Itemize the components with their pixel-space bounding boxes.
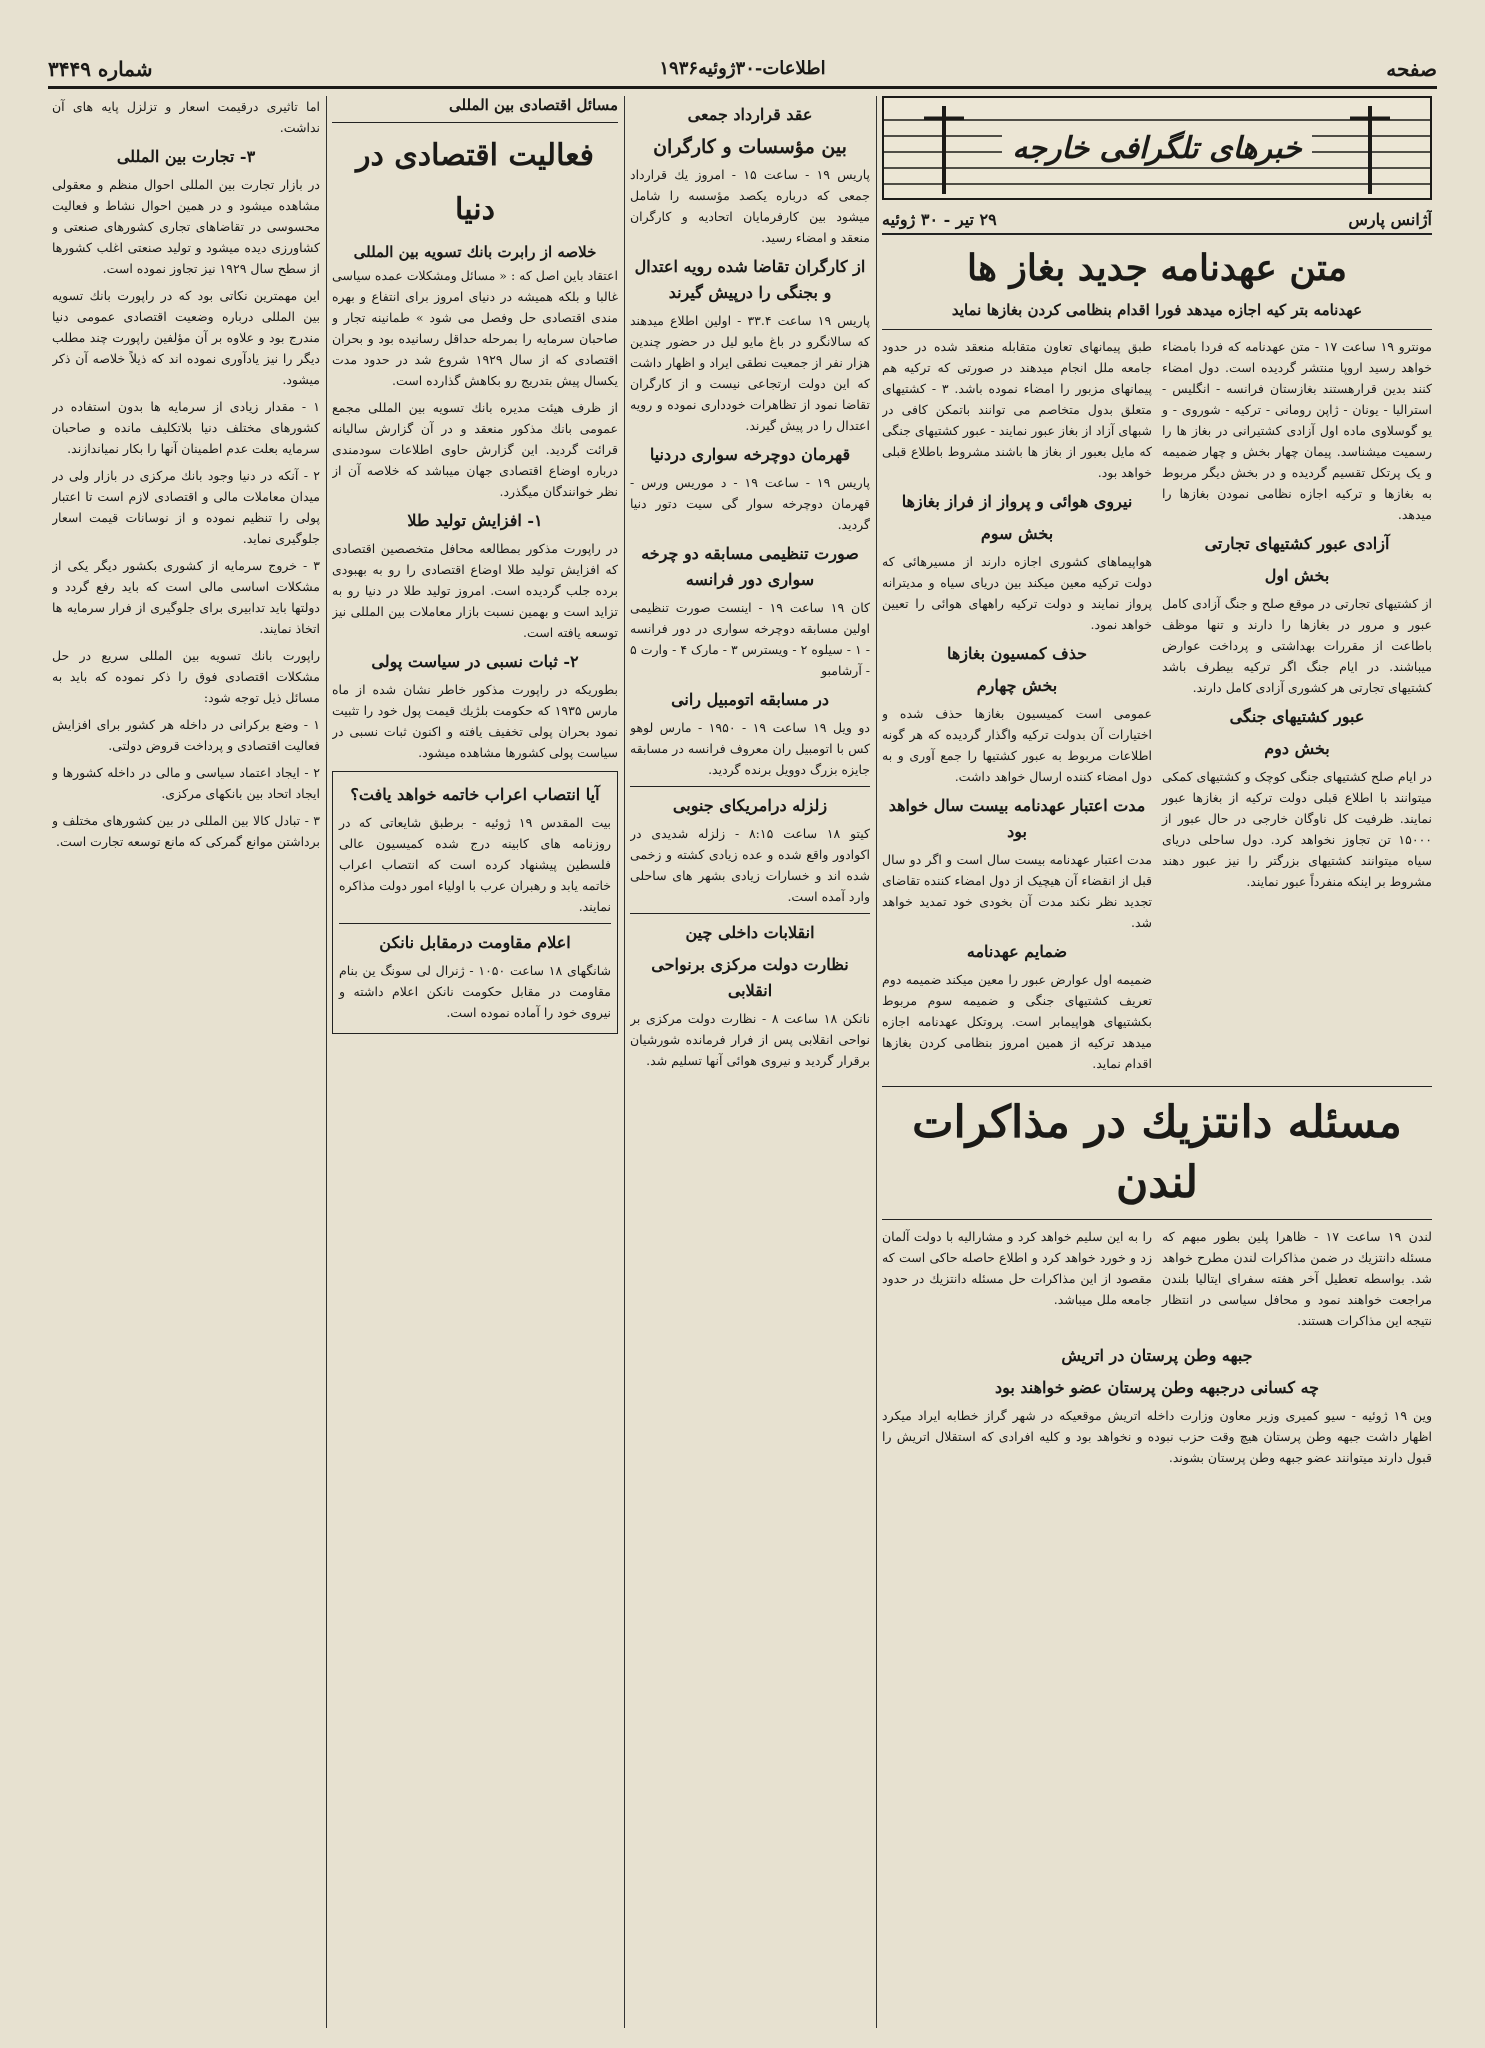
section-heading: بخش اول: [1264, 566, 1330, 585]
section-heading: مدت اعتبار عهدنامه بیست سال خواهد بود: [888, 796, 1146, 841]
paragraph: هواپیماهای کشوری اجازه دارند از مسیرهائی که دولت ترکیه معین میکند بین دریای سیاه و مدیترانه پرواز نمایند و دولت ترکیه راههای هوائی را تعیین خواهد نمود.: [882, 554, 1152, 632]
section-heading: صورت تنظیمی مسابقه دو چرخه سواری دور فرانسه: [641, 544, 859, 589]
paragraph: ۱ - وضع برکرانی در داخله هر کشور برای افزایش فعالیت اقتصادی و پرداخت قروض دولتی.: [52, 717, 320, 753]
article-headline: متن عهدنامه جدید بغاز ها: [967, 247, 1347, 289]
section-heading: ۱- افزایش تولید طلا: [407, 511, 543, 530]
paragraph: در راپورت مذکور بمطالعه محافل متخصصین اقتصادی که افزایش تولید طلا اوضاع اقتصادی را رو به بهبودی برده جلب گردیده است. امروز تولید طلا در دنیا رو به تزاید است و بهمین نسبت بازار معاملات بین المللی نیز توسعه یافته است.: [332, 541, 618, 640]
article-body-columns: [882, 336, 1432, 1080]
divider: [339, 923, 611, 924]
masthead: [48, 52, 1437, 89]
paragraph: دو ویل ۱۹ ساعت ۱۹ - ۱۹۵۰ - مارس لوهو کس با اتومبیل ران معروف فرانسه در مسابقه جایزه بزرگ دوویل برنده گردید.: [630, 720, 870, 777]
article-column-right: [1162, 1226, 1432, 1337]
paragraph: این مهمترین نکاتی بود که در راپورت بانك تسویه بین المللی درباره وضعیت اقتصادی عمومی دنیا مندرج بود و علاوه بر آن مؤلفین راپورت چند مطلب دیگر را نیز یادآوری نموده اند که ذیلاً خلاصه آن ذکر میشود.: [52, 288, 320, 387]
paragraph: در بازار تجارت بین المللی احوال منظم و معقولی مشاهده میشود و در همین احوال نشاط و فعالیت محسوسی در تقاضاهای تجاری کشورهای صنعتی و کشاورزی دیده میشود و تولید صنعتی اغلب کشورها از سطح سال ۱۹۲۹ نیز تجاوز نموده است.: [52, 177, 320, 276]
agency-name: آژانس پارس: [1348, 210, 1432, 229]
section-heading: ۲- ثبات نسبی در سیاست پولی: [371, 652, 579, 671]
section-heading: بخش چهارم: [976, 676, 1058, 695]
divider: [882, 329, 1432, 330]
section-label: مسائل اقتصادی بین المللی: [448, 96, 618, 114]
news-box: [332, 771, 618, 1034]
column-foreign-news: [882, 96, 1432, 2028]
section-heading: اعلام مقاومت درمقابل نانکن: [379, 933, 571, 952]
dateline: [882, 206, 1432, 235]
section-heading: بخش سوم: [980, 524, 1054, 543]
paragraph: طبق پیمانهای تعاون متقابله منعقد شده در حدود جامعه ملل انجام میدهند در صورتی که ترکیه هم پیمانهای مزبور را امضاء نموده باشد. ۳ - کشتیهای متعلق بدول متخاصم می توانند باتمکن کافی در شبهای آزاد از بغاز عبور نمایند - عبور کشتیهای جنگی که مایل بعبور از بغاز ها باشند مشروط باطلاع قبلی خواهد بود.: [882, 339, 1152, 480]
paragraph: از ظرف هیئت مدیره بانك تسویه بین المللی مجمع عمومی بانك مذکور منعقد و در آن گزارش سالیانه قرائت گردید. این گزارش حاوی اطلاعات سودمندی درباره اوضاع اقتصادی جهان میباشد که خلاصه آن از نظر خوانندگان میگذرد.: [332, 400, 618, 499]
column-rule: [876, 96, 877, 2028]
section-heading: زلزله درامریکای جنوبی: [672, 796, 828, 815]
paragraph: ۳ - خروج سرمایه از کشوری بکشور دیگر یکی از مشکلات اساسی مالی است که باید رفع گردد و دولتها باید تدابیری برای جلوگیری از فرار سرمایه ها اتخاذ نمایند.: [52, 558, 320, 636]
column-economy: [332, 96, 618, 2028]
paragraph: ۱ - مقدار زیادی از سرمایه ها بدون استفاده در کشورهای مختلف دنیا بلاتکلیف مانده و صاحبان سرمایه بعلت عدم اطمینان آنها را بکار نمیاندازند.: [52, 399, 320, 456]
news-date: ۲۹ تیر - ۳۰ ژوئیه: [882, 210, 997, 229]
article-headline: بین مؤسسات و کارگران: [653, 136, 847, 158]
paragraph: ۲ - ایجاد اعتماد سیاسی و مالی در داخله کشورها و ایجاد اتحاد بین بانکهای مرکزی.: [52, 765, 320, 801]
section-heading: نیروی هوائی و پرواز از فراز بغازها: [901, 492, 1133, 511]
section-heading: قهرمان دوچرخه سواری دردنیا: [649, 445, 851, 464]
article-column-right: [1162, 336, 1432, 1080]
paragraph: ۳ - تبادل کالا بین المللی در بین کشورهای مختلف و برداشتن موانع گمرکی که مانع توسعه تجارت است.: [52, 813, 320, 849]
article-headline: فعالیت اقتصادی در دنیا: [355, 138, 595, 227]
paragraph: در ایام صلح کشتیهای جنگی کوچک و کشتیهای کمکی میتوانند با اطلاع قبلی دولت ترکیه از بغازها عبور نمایند. ظرفیت کل ناوگان خارجی در حال عبور از ۱۵۰۰۰ تن تجاوز نخواهد کرد. دول ساحلی دریای سیاه میتوانند کشتیهای بزرگتر را نیز عبور دهند مشروط بر اینکه منفرداً عبور نمایند.: [1162, 769, 1432, 889]
column-labor-news: [630, 96, 870, 2028]
section-heading: از کارگران تقاضا شده رویه اعتدال و بجنگی را درپیش گیرند: [634, 257, 866, 302]
masthead-issue-number: شماره ۳۴۴۹: [48, 57, 153, 81]
article-subhead: خلاصه از رابرت بانك تسویه بین المللی: [353, 243, 597, 261]
divider: [630, 913, 870, 914]
section-heading: حذف کمسیون بغازها: [946, 644, 1088, 663]
paragraph: ۲ - آنکه در دنیا وجود بانك مرکزی در بازار ولی در میدان معاملات مالی و اقتصادی لازم است تا اعتبار پولی را تنظیم نموده و از نوسانات قیمت اسعار جلوگیری نماید.: [52, 468, 320, 546]
section-heading: ضمایم عهدنامه: [966, 942, 1068, 961]
section-heading: آزادی عبور کشتیهای تجارتی: [1204, 534, 1390, 553]
section-heading: عبور کشتیهای جنگی: [1229, 707, 1365, 726]
section-heading: در مسابقه اتومبیل رانی: [671, 690, 829, 709]
divider: [332, 122, 618, 123]
paragraph: را به این سلیم خواهد کرد و مشارالیه با دولت آلمان زد و خورد خواهد کرد و اطلاع حاصله حاکی است که مقصود از این مذاکرات حل مسئله دانتزیك در حدود جامعه ملل میباشد.: [882, 1229, 1152, 1307]
paragraph: وین ۱۹ ژوئیه - سیو کمیری وزیر معاون وزارت داخله اتریش موقعیکه در شهر گراز خطابه ایراد میکرد اظهار داشت جبهه وطن پرستان هیچ وقت حزب نبوده و نخواهد بود و کلیه افرادی که استقلال اتریش را قبول دارند میتوانند عضو جبهه وطن پرستان بشوند.: [882, 1408, 1432, 1465]
article-column-left: [882, 336, 1152, 1080]
paragraph: مونترو ۱۹ ساعت ۱۷ - متن عهدنامه که فردا بامضاء خواهد رسید اروپا منتشر گردیده است. دول امضاء کنند بدین قرارهستند بغازستان فرانسه - انگلیس - استرالیا - یونان - ژاپن رومانی - ترکیه - شوروی - و یو گوسلاوی ماده اول آزادی کشتیرانی در بغاز ها را رسمیت میشناسد. پیمان چهار بخش و چهار ضمیمه و یک پرتکل تقسیم گردیده و در بخش دیگر مربوط به بغازها و ترکیه اجازه نظامی نمودن بغازها را میدهد.: [1162, 339, 1432, 522]
article-kicker: انقلابات داخلی چین: [685, 923, 815, 942]
paragraph: عمومی است کمیسیون بغازها حذف شده و اختیارات آن بدولت ترکیه واگذار گردیده که هر گونه اطلاعات مربوط به عبور کشتیها را جمع آوری و به دول امضاء کننده ارسال خواهد داشت.: [882, 706, 1152, 784]
paragraph: لندن ۱۹ ساعت ۱۷ - ظاهرا پلین بطور مبهم که مسئله دانتزیك در ضمن مذاکرات لندن مطرح خواهد شد. بواسطه تعطیل آخر هفته سفرای ایتالیا بلندن مراجعت خواهند نمود و محافل سیاسی در انتظار نتیجه این مذاکرات هستند.: [1162, 1229, 1432, 1328]
paragraph: ضمیمه اول عوارض عبور را معین میکند ضمیمه دوم تعریف کشتیهای جنگی و ضمیمه سوم مربوط بکشتیهای هواپیمابر است. پروتکل عهدنامه اجازه میدهد ترکیه از همین امروز بنظامی کردن بغازها اقدام نماید.: [882, 972, 1152, 1071]
divider: [882, 1086, 1432, 1087]
article-headline-danzig: مسئله دانتزیك در مذاکرات لندن: [912, 1097, 1402, 1208]
section-heading: ۳- تجارت بین المللی: [116, 147, 256, 166]
masthead-page-label: صفحه: [1386, 57, 1437, 81]
section-heading: چه کسانی درجبهه وطن پرستان عضو خواهند بود: [994, 1378, 1320, 1397]
paragraph: نانکن ۱۸ ساعت ۸ - نظارت دولت مرکزی بر نواحی انقلابی پس از فرار فرمانده شورشیان برقرار گردید و نیروی هوائی آنها تسلیم شد.: [630, 1011, 870, 1068]
divider: [630, 786, 870, 787]
paragraph: اما تاثیری درقیمت اسعار و تزلزل پایه های آن نداشت.: [52, 99, 320, 135]
section-heading: جبهه وطن پرستان در اتریش: [1061, 1346, 1253, 1365]
article-column-left: [882, 1226, 1152, 1337]
paragraph: پاریس ۱۹ ساعت ۳۳.۴ - اولین اطلاع میدهند که سالانگرو در باغ مایو لیل در حضور چندین هزار نفر از جمعیت نطقی ایراد و اظهار داشت که این دولت ارتجاعی نیست و از کارگران تقاضا نمود از تظاهرات خودداری نموده و رویه اعتدال را در پیش گیرند.: [630, 313, 870, 433]
paragraph: کان ۱۹ ساعت ۱۹ - اینست صورت تنظیمی اولین مسابقه دوچرخه سواری در دور فرانسه - ۱ - سیلوه ۲ - ویسترس ۳ - مارک ۴ - وارت ۵ - آرشامبو: [630, 600, 870, 678]
foreign-news-logo: [882, 96, 1432, 200]
paragraph: شانگهای ۱۸ ساعت ۱۰۵۰ - ژنرال لی سونگ ین بنام مقاومت در مقابل حکومت نانکن اعلام داشته و نیروی خود را آماده نموده است.: [339, 963, 611, 1020]
paragraph: بطوریکه در راپورت مذکور خاطر نشان شده از ماه مارس ۱۹۳۵ که حکومت بلژیك قیمت پول خود را تثبیت نمود بحران پولی تخفیف یافته و اکنون ثبات نسبی در سیاست پولی کشورها مشاهده میشود.: [332, 682, 618, 760]
paragraph: بیت المقدس ۱۹ ژوئیه - برطبق شایعاتی که در روزنامه های کابینه درج شده کمیسیون عالی فلسطین پیشنهاد کرده است که انتصاب اعراب خاتمه یابد و رهبران عرب با اولیاء امور دولت مذاکره نمایند.: [339, 815, 611, 914]
column-economy-continued: [52, 96, 320, 2028]
paragraph: اعتقاد باین اصل که : « مسائل ومشکلات عمده سیاسی غالبا و بلکه همیشه در دنیای امروز برای انتفاع و بهره مندی اقتصادی حل وفصل می شود » طمانینه تجار و صاحبان سرمایه را بمرحله حداقل رسانیده بود و بحران اقتصادی که از سال ۱۹۲۹ شروع شد در حدود مدت یکسال پیش بتدریج رو بکاهش گذارده است.: [332, 268, 618, 388]
foreign-news-title: خبرهای تلگرافی خارجه: [1002, 131, 1311, 166]
section-heading: بخش دوم: [1264, 739, 1330, 758]
column-rule: [624, 96, 625, 2028]
divider: [882, 1219, 1432, 1220]
paragraph: کیتو ۱۸ ساعت ۸:۱۵ - زلزله شدیدی در اکوادور واقع شده و عده زیادی کشته و زخمی شده اند و خسارات زیادی بشهر های ساحلی وارد آمده است.: [630, 826, 870, 904]
article-kicker: عقد قرارداد جمعی: [687, 105, 813, 124]
paragraph: پاریس ۱۹ - ساعت ۱۹ - د موریس ورس - قهرمان دوچرخه سوار گی سیت دتور دنیا گردید.: [630, 475, 870, 532]
section-heading: نظارت دولت مرکزی برنواحی انقلابی: [651, 955, 849, 1000]
masthead-date: اطلاعات-۳۰ژوئیه۱۹۳۶: [659, 58, 826, 79]
paragraph: راپورت بانك تسویه بین المللی سریع در حل مشکلات اقتصادی فوق را ذکر نموده که باید به مسائل ذیل توجه شود:: [52, 648, 320, 705]
paragraph: پاریس ۱۹ - ساعت ۱۵ - امروز یك قرارداد جمعی که درباره یکصد مؤسسه را شامل میشود بین کارفرمایان اتحادیه و کارگران منعقد و امضاء رسید.: [630, 167, 870, 245]
section-heading: آیا انتصاب اعراب خاتمه خواهد یافت؟: [350, 785, 600, 804]
article-subhead: عهدنامه بتر کیه اجازه میدهد فورا اقدام بنظامی کردن بغازها نماید: [951, 301, 1363, 319]
paragraph: مدت اعتبار عهدنامه بیست سال است و اگر دو سال قبل از انقضاء آن هیچیک از دول امضاء کننده تقاضای تجدید نظر نکند مدت آن بخودی خود تمدید خواهد شد.: [882, 852, 1152, 930]
column-rule: [326, 96, 327, 2028]
paragraph: از کشتیهای تجارتی در موقع صلح و جنگ آزادی کامل عبور و مرور در بغازها را دارند و تنها موظف باطاعت از مقررات بهداشتی و پرداخت عوارض میباشند. در ایام جنگ اگر ترکیه بیطرف باشد کشتیهای تجارتی هر کشوری آزادی کامل دارند.: [1162, 596, 1432, 695]
article-body-columns: [882, 1226, 1432, 1337]
